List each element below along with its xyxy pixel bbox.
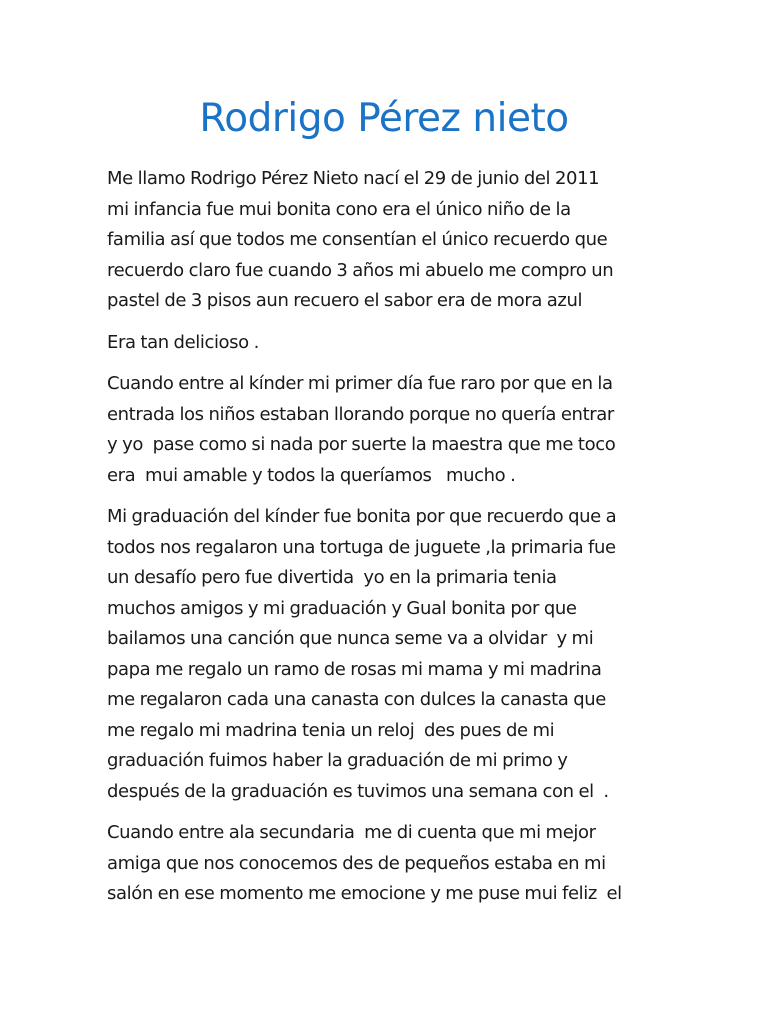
text-line: pastel de 3 pisos aun recuero el sabor era de mora azul (107, 290, 583, 311)
text-line: amiga que nos conocemos des de pequeños estaba en mi (107, 852, 606, 874)
paragraph (107, 328, 667, 359)
paragraph (107, 369, 667, 491)
text-line: bailamos una canción que nunca seme va a olvidar y mi (107, 628, 594, 649)
text-line: era mui amable y todos la queríamos mucho . (107, 464, 516, 486)
paragraph (107, 818, 667, 910)
text-line: Era tan delicioso . (107, 331, 259, 353)
document-title: Rodrigo Pérez nieto (199, 96, 569, 141)
text-line: todos nos regalaron una tortuga de juguete ,la primaria fue (107, 536, 616, 558)
text-line: un desafío pero fue divertida yo en la primaria tenia (107, 567, 557, 588)
text-line: Me llamo Rodrigo Pérez Nieto nací el 29 de junio del 2011 (107, 168, 600, 189)
text-line: me regalo mi madrina tenia un reloj des pues de mi (107, 719, 555, 741)
text-line: entrada los niños estaban llorando porque no quería entrar (107, 403, 614, 425)
text-line: familia así que todos me consentían el único recuerdo que (107, 229, 608, 250)
paragraph (107, 502, 667, 807)
paragraph (107, 164, 667, 317)
text-line: y yo pase como si nada por suerte la maestra que me toco (107, 434, 616, 455)
text-line: recuerdo claro fue cuando 3 años mi abuelo me compro un (107, 259, 614, 281)
text-line: Cuando entre al kínder mi primer día fue raro por que en la (107, 373, 613, 394)
text-line: salón en ese momento me emocione y me puse mui feliz el (107, 883, 622, 904)
text-line: papa me regalo un ramo de rosas mi mama y mi madrina (107, 658, 602, 680)
text-line: me regalaron cada una canasta con dulces la canasta que (107, 689, 606, 710)
text-line: graduación fuimos haber la graduación de mi primo y (107, 750, 568, 771)
document-body (107, 164, 667, 921)
text-line: después de la graduación es tuvimos una semana con el . (107, 780, 609, 802)
text-line: mi infancia fue mui bonita cono era el único niño de la (107, 198, 571, 220)
text-line: Mi graduación del kínder fue bonita por que recuerdo que a (107, 506, 617, 527)
text-line: muchos amigos y mi graduación y Gual bonita por que (107, 597, 577, 619)
text-line: Cuando entre ala secundaria me di cuenta que mi mejor (107, 822, 596, 843)
